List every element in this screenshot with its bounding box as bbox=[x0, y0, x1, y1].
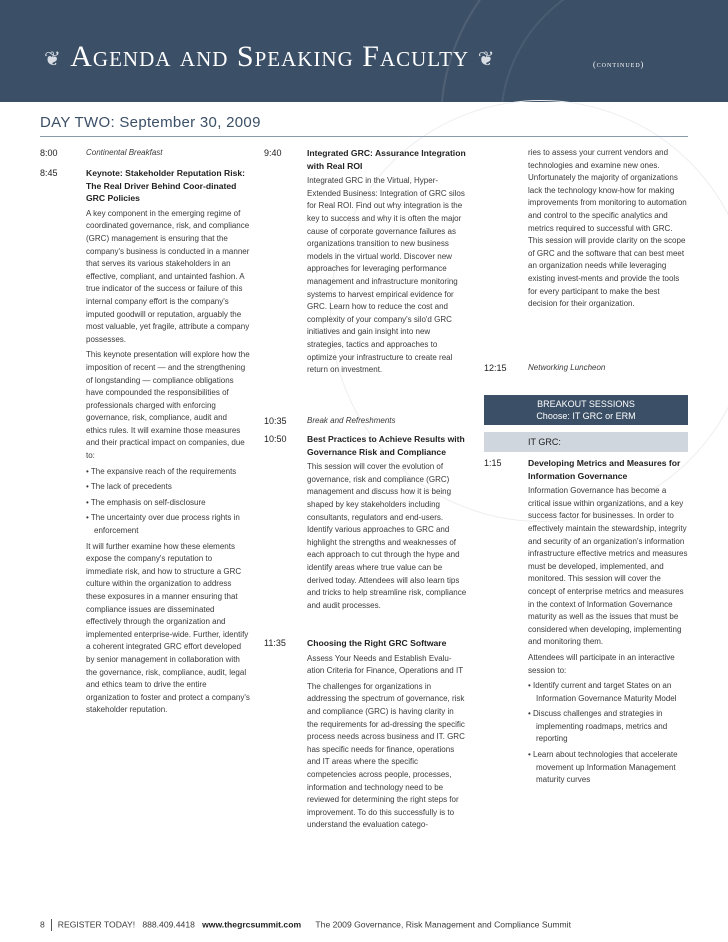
session-lunch: Networking Luncheon bbox=[528, 363, 606, 372]
time-0115: 1:15 bbox=[484, 458, 502, 468]
page-title bbox=[44, 40, 495, 74]
paragraph: A key component in the emerging regime of coordinated governance, risk, and compliance (GRC) management is ensuring that the company's business is conducted in a manner that serves its various stakeholders in an effective, compliant, and untainted fashion. A true indicator of the success or failure of this internal company effort is the company's imputed goodwill or reputation, arguably the most valuable, yet fragile, attribute a company possesses. bbox=[86, 208, 250, 344]
continued-label: (continued) bbox=[593, 60, 645, 69]
breakout-subtitle: Choose: IT GRC or ERM bbox=[536, 411, 636, 421]
footer-divider bbox=[51, 919, 52, 931]
paragraph: It will further examine how these elements expose the company's reputation to immediate risk, and how to structure a GRC culture within the organization to address these exposures in a manner ensuring that compliance issues are disseminated effectively through the organization and implemented enterprise-wide. Further, identify a coherent integrated GRC effort developed by senior management in collaboration with the governance, risk, compliance, audit, legal and ethics team to drive the entire organization to foster and protect a company's stakeholder reputation. bbox=[86, 541, 250, 715]
time-1035: 10:35 bbox=[264, 416, 287, 426]
session-title: Best Practices to Achieve Results with Governance Risk and Compliance bbox=[307, 434, 465, 457]
session-title: Developing Metrics and Measures for Information Governance bbox=[528, 458, 681, 481]
time-1135: 11:35 bbox=[264, 638, 286, 648]
paragraph: Attendees will participate in an interactive session to: bbox=[528, 652, 675, 675]
bullet-item: • Discuss challenges and strategies in implementing roadmaps, metrics and reporting bbox=[528, 709, 668, 744]
session-keynote bbox=[86, 167, 250, 720]
paragraph: The challenges for organizations in addressing the spectrum of governance, risk and compliance (GRC) is having clarity in the requirements for ad-dressing the specific process needs across business and IT. GRC has specific needs for finance, operations and IT areas where the specific competencies across people, processes, information and technology need to be reviewed for determining the right steps for improvement. To do this successfully is to understand the evaluation catego- bbox=[307, 681, 465, 830]
page-footer bbox=[40, 919, 571, 931]
website-link[interactable]: www.thegrcsummit.com bbox=[202, 919, 302, 930]
day-divider bbox=[40, 136, 688, 137]
event-name: The 2009 Governance, Risk Management and Compliance Summit bbox=[315, 919, 571, 930]
paragraph: Integrated GRC in the Virtual, Hyper-Extended Business: Integration of GRC silos for Real ROI. Find out why integration is the key to success and why it is often the major cause of corporate governance failures as organizations transition to new business models in the virtual world. Discover new approaches for leveraging performance management and infrastructure monitoring systems to harvest empirical evidence for GRC. Learn how to reduce the cost and complexity of your company's silo'd GRC initiatives and gain insight into new strategies, tactics and approaches to optimize your infrastructure to create real return on investment. bbox=[307, 176, 465, 375]
time-1215: 12:15 bbox=[484, 363, 507, 373]
track-label: IT GRC: bbox=[484, 432, 688, 452]
time-1050: 10:50 bbox=[264, 434, 287, 444]
time-0800: 8:00 bbox=[40, 148, 58, 158]
day-heading: DAY TWO: September 30, 2009 bbox=[40, 114, 261, 131]
paragraph: This session will cover the evolution of governance, risk and compliance (GRC) management and discuss how it is being shaped by key stakeholders including consultants, regulators and end-users. Identify various approaches to GRC and highlight the strengths and weaknesses of each approach to cut through the hype and identify areas where true value can be derived today. Attendees will also learn tips and tricks to help streamline risk, compliance and audit processes. bbox=[307, 462, 467, 610]
breakout-banner bbox=[484, 395, 688, 425]
page-header bbox=[0, 0, 728, 102]
session-title: Choosing the Right GRC Software bbox=[307, 638, 447, 648]
session-break: Break and Refreshments bbox=[307, 416, 396, 425]
page-number: 8 bbox=[40, 919, 45, 930]
bullet-item: • Identify current and target States on an Information Governance Maturity Model bbox=[528, 681, 677, 703]
session-metrics bbox=[528, 457, 688, 790]
session-best-practices bbox=[307, 433, 467, 615]
time-0940: 9:40 bbox=[264, 148, 282, 158]
register-text: REGISTER TODAY! bbox=[57, 919, 136, 930]
bullet-item: • The uncertainty over due process rights in enforcement bbox=[86, 513, 240, 536]
bullet-item: • Learn about technologies that accelerate movement up Information Management maturity curves bbox=[528, 750, 678, 785]
session-subtitle: Assess Your Needs and Establish Evalu-ation Criteria for Finance, Operations and IT bbox=[307, 653, 464, 676]
session-grc-software bbox=[307, 637, 467, 835]
session-integrated-grc bbox=[307, 147, 467, 380]
bullet-item: • The lack of precedents bbox=[86, 482, 172, 492]
breakout-title: BREAKOUT SESSIONS bbox=[537, 399, 635, 409]
session-title: Keynote: Stakeholder Reputation Risk: The Real Driver Behind Coor-dinated GRC Policies bbox=[86, 168, 246, 204]
paragraph: This keynote presentation will explore how the imposition of recent — and the strengthening of longstanding — compliance obligations have compounded the responsibilities of professionals charged with enforcing governance, risk, compliance, audit and ethics rules. It will examine those measures and their practical impact on companies, due to: bbox=[86, 350, 250, 461]
page-title-text: Agenda and Speaking Faculty bbox=[70, 40, 470, 73]
session-breakfast: Continental Breakfast bbox=[86, 148, 163, 157]
phone-number: 888.409.4418 bbox=[142, 919, 195, 930]
fleuron-left-icon: ❦ bbox=[44, 48, 62, 71]
continued-paragraph bbox=[528, 147, 688, 314]
fleuron-right-icon: ❦ bbox=[477, 48, 496, 71]
session-title: Integrated GRC: Assurance Integration with Real ROI bbox=[307, 148, 466, 171]
time-0845: 8:45 bbox=[40, 168, 58, 178]
bullet-item: • The emphasis on self-disclosure bbox=[86, 497, 206, 507]
paragraph: Information Governance has become a critical issue within organizations, and a key success factor for businesses. In order to effectively maintain the stewardship, integrity and security of an organization's information infrastructure effective metrics and measures must be developed, implemented, and monitored. This session will cover the concept of enterprise metrics and measures in the context of Information Governance maturity as well as the issues that must be considered when developing, implementing and monitoring them. bbox=[528, 486, 688, 647]
paragraph: ries to assess your current vendors and technologies and examine new ones. Unfortunately the majority of organizations lack the technology know-how for making improvements from monitoring to automation and control to the specific analytics and metrics required to successful with GRC. This session will provide clarity on the scope of GRC and the software that can best meet an organization needs while leveraging existing invest-ments and provide the tools for every participant to make the best decision for their organization. bbox=[528, 148, 687, 309]
bullet-item: • The expansive reach of the requirements bbox=[86, 466, 237, 476]
